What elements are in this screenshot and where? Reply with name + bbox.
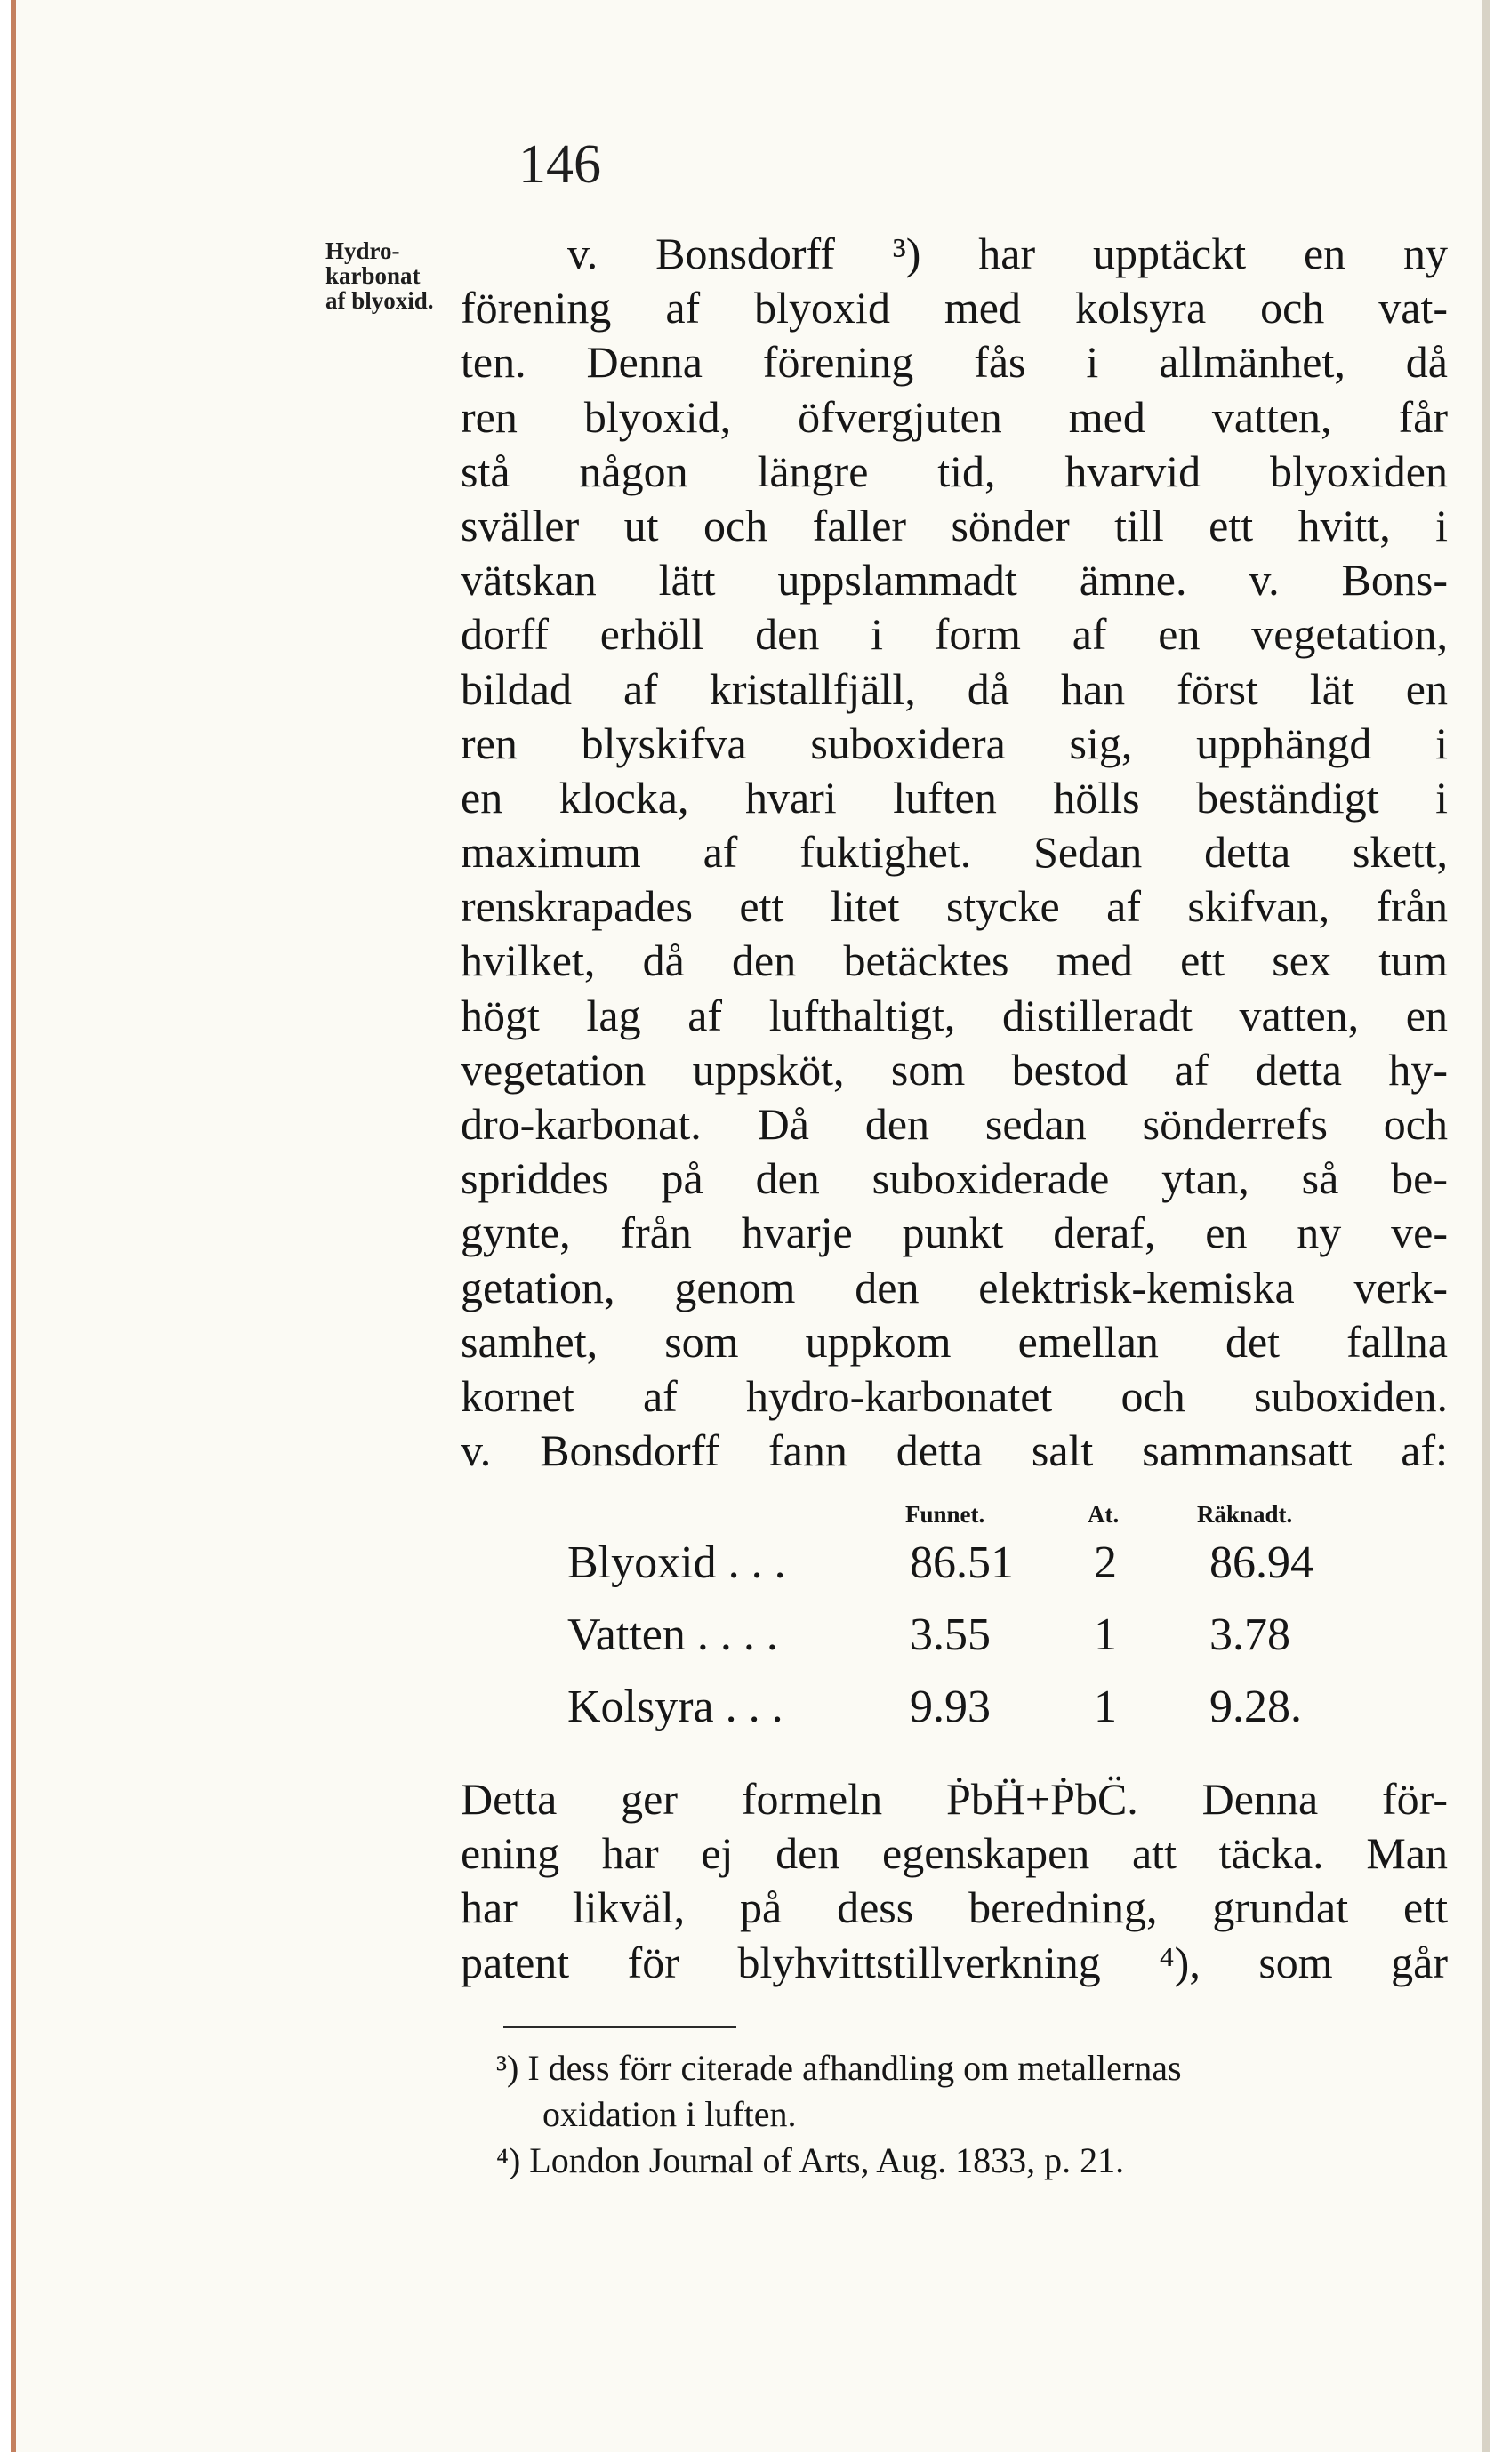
row-calculated: 86.94	[1209, 1537, 1313, 1588]
table-header	[567, 1501, 1368, 1537]
text-line: har likväl, på dess beredning, grundat ett	[461, 1882, 1448, 1933]
text-line: ten. Denna förening fås i allmänhet, då	[461, 337, 1448, 388]
text-line: v. Bonsdorff ³) har upptäckt en ny	[567, 229, 1448, 278]
header-at: At.	[1088, 1501, 1120, 1528]
margin-note	[325, 238, 459, 313]
table-row	[567, 1537, 1368, 1609]
row-calculated: 9.28.	[1209, 1681, 1302, 1732]
book-page	[11, 0, 1490, 2452]
margin-note-line: af blyoxid.	[325, 287, 434, 314]
text-line: stå någon längre tid, hvarvid blyoxiden	[461, 445, 1448, 496]
row-found: 86.51	[910, 1537, 1014, 1588]
row-name: Kolsyra . . .	[567, 1681, 783, 1732]
text-line: högt lag af lufthaltigt, distilleradt vatten, en	[461, 990, 1448, 1040]
page-number: 146	[518, 134, 601, 195]
table-row	[567, 1609, 1368, 1681]
text-line: renskrapades ett litet stycke af skifvan, från	[461, 881, 1448, 932]
text-line: dro-karbonat. Då den sedan sönderrefs och	[461, 1099, 1448, 1149]
row-name: Blyoxid . . .	[567, 1537, 786, 1588]
text-line: sväller ut och faller sönder till ett hvitt, i	[461, 500, 1448, 550]
row-found: 3.55	[910, 1609, 991, 1660]
text-line: patent för blyhvittstillverkning ⁴), som går	[461, 1937, 1448, 1987]
text-line: getation, genom den elektrisk-kemiska verk-	[461, 1262, 1448, 1312]
text-line: ening har ej den egenskapen att täcka. Man	[461, 1828, 1448, 1879]
text-line: maximum af fuktighet. Sedan detta skett,	[461, 827, 1448, 878]
text-line: v. Bonsdorff fann detta salt sammansatt af:	[461, 1425, 1448, 1476]
text-line: ren blyskifva suboxidera sig, upphängd i	[461, 718, 1448, 768]
row-name: Vatten . . . .	[567, 1609, 778, 1660]
text-line: Detta ger formeln ṖbḦ+ṖbC̈. Denna för-	[461, 1774, 1448, 1824]
composition-table	[567, 1501, 1368, 1753]
margin-note-line: karbonat	[325, 262, 421, 289]
text-line: samhet, som uppkom emellan det fallna	[461, 1316, 1448, 1367]
footnote-line: ⁴) London Journal of Arts, Aug. 1833, p. 21.	[496, 2140, 1125, 2180]
text-line: förening af blyoxid med kolsyra och vat-	[461, 283, 1448, 333]
text-line: vätskan lätt uppslammadt ämne. v. Bons-	[461, 555, 1448, 606]
footnote-rule	[503, 2026, 736, 2028]
margin-note-line: Hydro-	[325, 237, 400, 264]
text-line: hvilket, då den betäcktes med ett sex tum	[461, 935, 1448, 986]
row-at: 2	[1094, 1537, 1117, 1588]
text-line: kornet af hydro-karbonatet och suboxiden.	[461, 1370, 1448, 1421]
text-line: ren blyoxid, öfvergjuten med vatten, får	[461, 391, 1448, 442]
row-calculated: 3.78	[1209, 1609, 1290, 1660]
header-found: Funnet.	[905, 1501, 985, 1528]
footnote-line: ³) I dess förr citerade afhandling om metallernas	[496, 2048, 1182, 2088]
footnote-line: oxidation i luften.	[542, 2094, 797, 2134]
continuation-paragraph	[461, 1772, 1448, 1990]
text-line: en klocka, hvari luften hölls beständigt i	[461, 772, 1448, 823]
main-paragraph	[461, 227, 1448, 1478]
row-at: 1	[1094, 1681, 1117, 1732]
text-line: bildad af kristallfjäll, då han först lät en	[461, 663, 1448, 714]
text-line: gynte, från hvarje punkt deraf, en ny ve-	[461, 1208, 1448, 1258]
row-found: 9.93	[910, 1681, 991, 1732]
text-line: vegetation uppsköt, som bestod af detta hy-	[461, 1044, 1448, 1095]
footnotes	[496, 2045, 1448, 2184]
text-line: spriddes på den suboxiderade ytan, så be-	[461, 1153, 1448, 1204]
row-at: 1	[1094, 1609, 1117, 1660]
header-calculated: Räknadt.	[1197, 1501, 1293, 1528]
table-row	[567, 1681, 1368, 1753]
text-line: dorff erhöll den i form af en vegetation,	[461, 609, 1448, 660]
